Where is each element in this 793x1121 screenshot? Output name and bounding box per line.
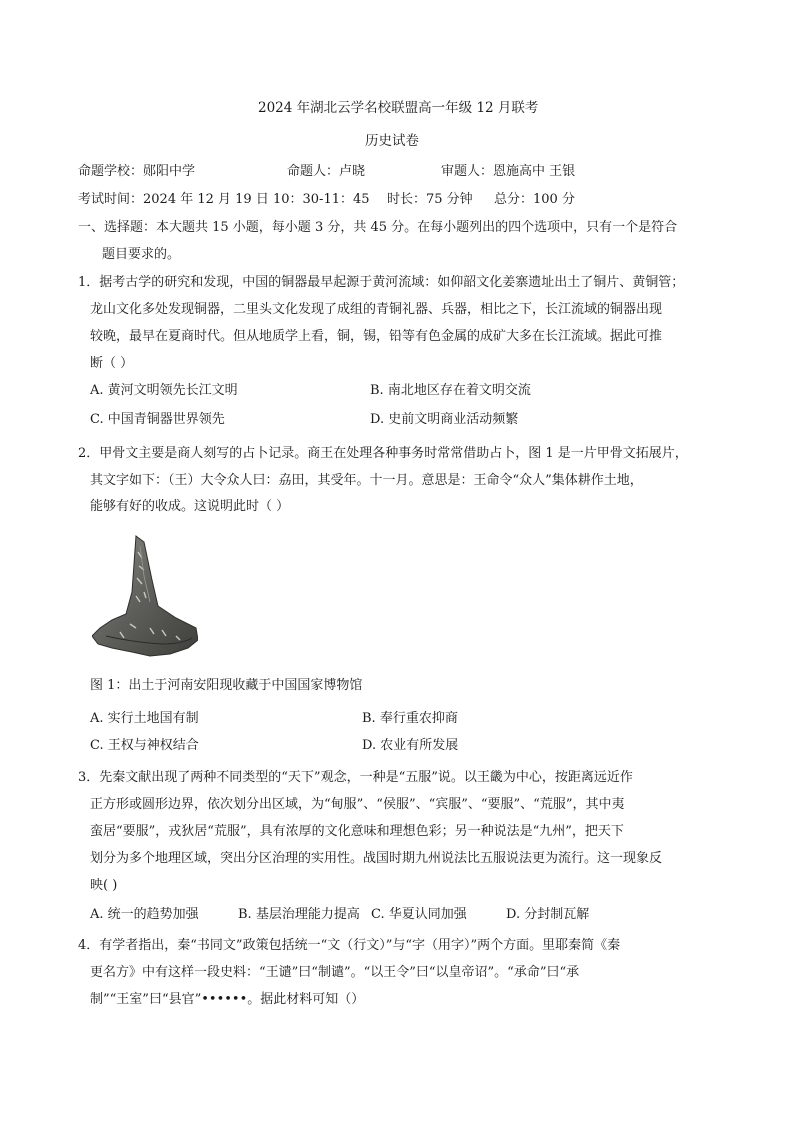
question-1-option-a: A. 黄河文明领先长江文明: [90, 383, 238, 398]
oracle-bone-figure: [92, 532, 198, 658]
question-4-line: 制”“王室”曰“县官”••••••。据此材料可知（）: [90, 992, 365, 1007]
question-3-line: 蛮居“要服”，戎狄居“荒服”，具有浓厚的文化意味和理想色彩；另一种说法是“九州”，把天下: [90, 824, 624, 839]
question-1-option-d: D. 史前文明商业活动频繁: [370, 412, 519, 427]
exam-reviewer: 审题人：恩施高中 王银: [441, 164, 576, 179]
question-1-option-c: C. 中国青铜器世界领先: [90, 412, 225, 427]
question-2-line: 能够有好的收成。这说明此时（ ）: [90, 499, 290, 514]
question-2-line: 2．甲骨文主要是商人刻写的占卜记录。商王在处理各种事务时常常借助占卜，图 1 是一片甲骨文拓展片，: [78, 446, 688, 461]
question-3-option-c: C. 华夏认同加强: [371, 907, 467, 922]
exam-time: 考试时间：2024 年 12 月 19 日 10：30-11：45: [78, 192, 370, 207]
exam-total: 总分：100 分: [494, 192, 575, 207]
question-3-option-d: D. 分封制瓦解: [506, 907, 590, 922]
exam-subject: 历史试卷: [365, 133, 419, 149]
question-3-option-a: A. 统一的趋势加强: [90, 907, 199, 922]
exam-title: 2024 年湖北云学名校联盟高一年级 12 月联考: [258, 100, 539, 116]
question-4-line: 更名方》中有这样一段史料：“王谴”曰“制谴”。“以王令”曰“以皇帝诏”。“承命”曰“承: [90, 965, 580, 980]
exam-duration: 时长：75 分钟: [387, 192, 473, 207]
question-2-option-a: A. 实行土地国有制: [90, 711, 199, 726]
exam-school: 命题学校：郧阳中学: [78, 164, 196, 179]
question-3-line: 映( ): [90, 878, 118, 893]
question-2-option-b: B. 奉行重农抑商: [362, 711, 458, 726]
question-3-line: 划分为多个地理区域，突出分区治理的实用性。战国时期九州说法比五服说法更为流行。这一现象反: [90, 851, 663, 866]
question-2-line: 其文字如下：（王）大令众人曰：劦田，其受年。十一月。意思是：王命令“众人”集体耕作土地，: [90, 473, 643, 488]
exam-author: 命题人：卢晓: [287, 164, 366, 179]
question-2-option-c: C. 王权与神权结合: [90, 738, 199, 753]
figure-caption: 图 1：出土于河南安阳现收藏于中国国家博物馆: [90, 678, 363, 693]
question-2-option-d: D. 农业有所发展: [362, 738, 459, 753]
question-3-line: 3．先秦文献出现了两种不同类型的“天下”观念，一种是“五服”说。以王畿为中心，按距离远近作: [78, 770, 633, 785]
question-1-line: 断（ ）: [90, 356, 134, 371]
question-4-line: 4．有学者指出，秦“书同文”政策包括统一“文（行文）”与“字（用字）”两个方面。里耶秦简《秦: [78, 938, 621, 953]
question-3-option-b: B. 基层治理能力提高: [238, 907, 360, 922]
section-intro-line: 一、选择题：本大题共 15 小题，每小题 3 分，共 45 分。在每小题列出的四个选项中，只有一个是符合: [78, 220, 678, 235]
question-1-line: 较晚，最早在夏商时代。但从地质学上看，铜，锡，铅等有色金属的成矿大多在长江流域。据此可推: [90, 329, 663, 344]
question-1-line: 龙山文化多处发现铜器，二里头文化发现了成组的青铜礼器、兵器，相比之下，长江流域的铜器出现: [90, 302, 663, 317]
section-intro-line: 题目要求的。: [102, 247, 181, 262]
question-1-option-b: B. 南北地区存在着文明交流: [370, 383, 531, 398]
question-3-line: 正方形或圆形边界，依次划分出区域，为“甸服”、“侯服”、“宾服”、“要服”、“荒服”，其中夷: [90, 797, 625, 812]
question-1-line: 1．据考古学的研究和发现，中国的铜器最早起源于黄河流域：如仰韶文化姜寨遗址出土了铜片、黄铜管；: [78, 275, 685, 290]
